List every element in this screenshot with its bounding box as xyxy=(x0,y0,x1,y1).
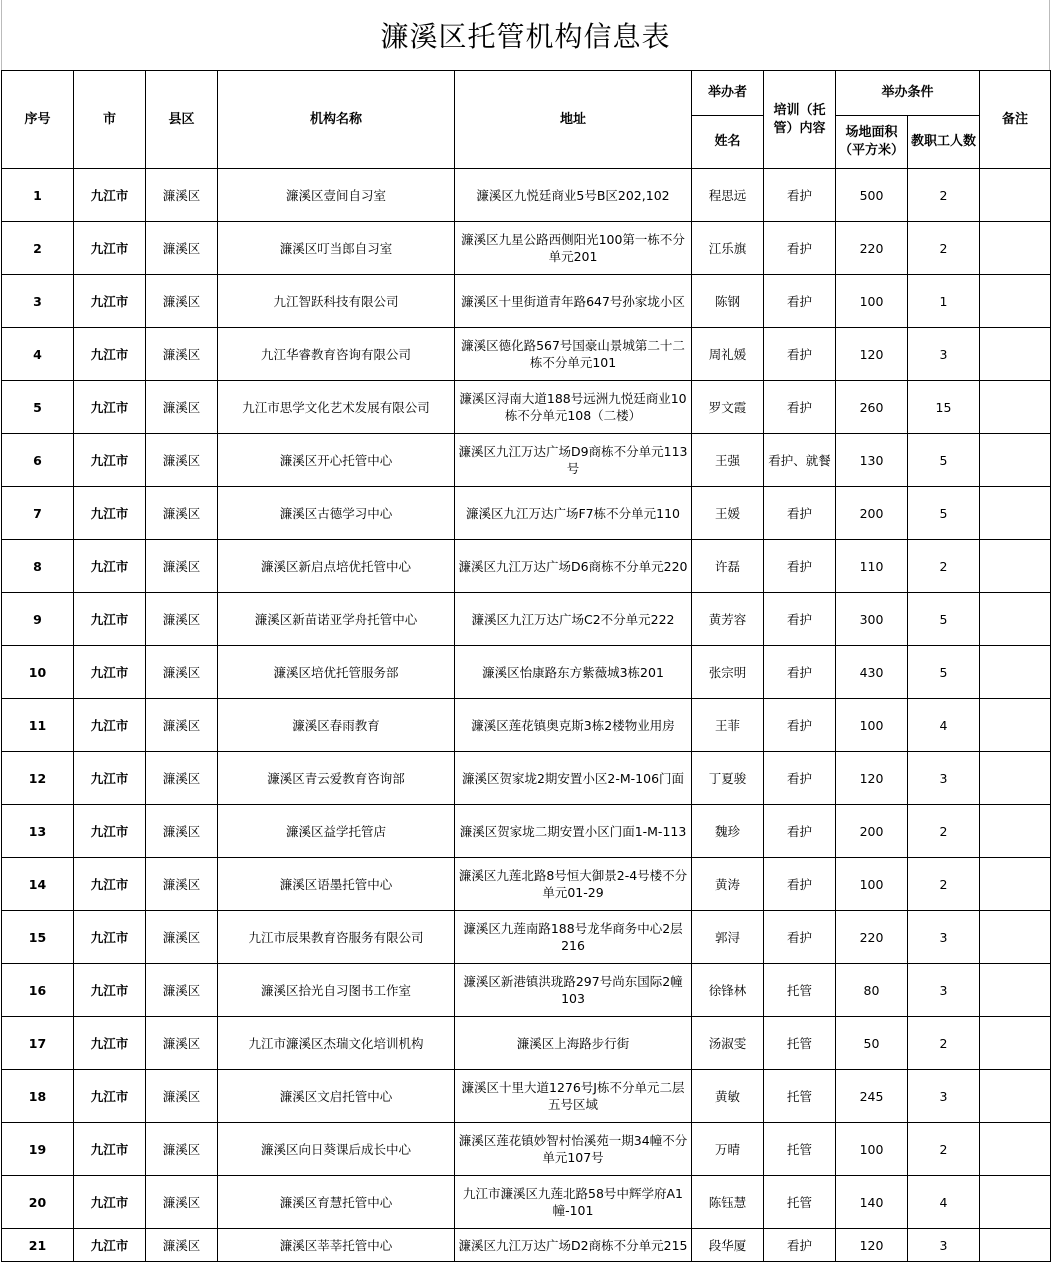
cell-no[interactable]: 15 xyxy=(2,911,74,964)
header-remark[interactable]: 备注 xyxy=(980,71,1051,169)
cell-city[interactable]: 九江市 xyxy=(74,169,146,222)
cell-remark[interactable] xyxy=(980,1229,1051,1262)
cell-county[interactable]: 濂溪区 xyxy=(146,1229,218,1262)
cell-county[interactable]: 濂溪区 xyxy=(146,1070,218,1123)
cell-area[interactable]: 50 xyxy=(836,1017,908,1070)
table-row xyxy=(2,964,1051,1017)
cell-org-name[interactable]: 濂溪区育慧托管中心 xyxy=(218,1176,455,1229)
cell-training-content[interactable]: 看护 xyxy=(764,911,836,964)
cell-remark[interactable] xyxy=(980,1017,1051,1070)
cell-city[interactable]: 九江市 xyxy=(74,275,146,328)
cell-remark[interactable] xyxy=(980,646,1051,699)
cell-remark[interactable] xyxy=(980,487,1051,540)
cell-address[interactable]: 九江市濂溪区九莲北路58号中辉学府A1幢-101 xyxy=(455,1176,692,1229)
table-row xyxy=(2,1017,1051,1070)
cell-remark[interactable] xyxy=(980,434,1051,487)
cell-county[interactable]: 濂溪区 xyxy=(146,805,218,858)
cell-address[interactable]: 濂溪区九星公路西侧阳光100第一栋不分单元201 xyxy=(455,222,692,275)
cell-remark[interactable] xyxy=(980,593,1051,646)
cell-organizer-name[interactable]: 王媛 xyxy=(692,487,764,540)
cell-no[interactable]: 2 xyxy=(2,222,74,275)
cell-area[interactable]: 120 xyxy=(836,752,908,805)
cell-city[interactable]: 九江市 xyxy=(74,911,146,964)
title-cell[interactable] xyxy=(1,0,1050,70)
cell-staff[interactable]: 2 xyxy=(908,1017,980,1070)
cell-organizer-name[interactable]: 许磊 xyxy=(692,540,764,593)
spreadsheet xyxy=(1,0,1050,1258)
cell-area[interactable]: 100 xyxy=(836,1123,908,1176)
cell-training-content[interactable]: 托管 xyxy=(764,964,836,1017)
table-row xyxy=(2,222,1051,275)
cell-address[interactable]: 濂溪区莲花镇妙智村怡溪苑一期34幢不分单元107号 xyxy=(455,1123,692,1176)
cell-area[interactable]: 100 xyxy=(836,699,908,752)
cell-org-name[interactable]: 九江华睿教育咨询有限公司 xyxy=(218,328,455,381)
cell-no[interactable]: 5 xyxy=(2,381,74,434)
cell-org-name[interactable]: 九江市辰果教育咨服务有限公司 xyxy=(218,911,455,964)
cell-county[interactable]: 濂溪区 xyxy=(146,699,218,752)
cell-county[interactable]: 濂溪区 xyxy=(146,1017,218,1070)
cell-area[interactable]: 430 xyxy=(836,646,908,699)
cell-remark[interactable] xyxy=(980,222,1051,275)
cell-staff[interactable]: 2 xyxy=(908,805,980,858)
cell-remark[interactable] xyxy=(980,858,1051,911)
header-county[interactable]: 县区 xyxy=(146,71,218,169)
cell-city[interactable]: 九江市 xyxy=(74,222,146,275)
cell-org-name[interactable]: 濂溪区拾光自习图书工作室 xyxy=(218,964,455,1017)
cell-county[interactable]: 濂溪区 xyxy=(146,169,218,222)
cell-area[interactable]: 130 xyxy=(836,434,908,487)
header-conditions[interactable]: 举办条件 xyxy=(836,71,980,116)
table-row xyxy=(2,169,1051,222)
cell-city[interactable]: 九江市 xyxy=(74,858,146,911)
cell-remark[interactable] xyxy=(980,1123,1051,1176)
cell-county[interactable]: 濂溪区 xyxy=(146,964,218,1017)
cell-city[interactable]: 九江市 xyxy=(74,1070,146,1123)
cell-remark[interactable] xyxy=(980,1176,1051,1229)
cell-staff[interactable]: 2 xyxy=(908,858,980,911)
cell-area[interactable]: 220 xyxy=(836,222,908,275)
cell-org-name[interactable]: 濂溪区新苗诺亚学舟托管中心 xyxy=(218,593,455,646)
cell-remark[interactable] xyxy=(980,964,1051,1017)
cell-area[interactable]: 245 xyxy=(836,1070,908,1123)
cell-training-content[interactable]: 看护 xyxy=(764,1229,836,1262)
cell-training-content[interactable]: 看护 xyxy=(764,169,836,222)
cell-staff[interactable]: 2 xyxy=(908,1123,980,1176)
cell-remark[interactable] xyxy=(980,328,1051,381)
header-area[interactable]: 场地面积（平方米） xyxy=(836,116,908,169)
cell-no[interactable]: 1 xyxy=(2,169,74,222)
cell-org-name[interactable]: 濂溪区春雨教育 xyxy=(218,699,455,752)
cell-training-content[interactable]: 看护 xyxy=(764,699,836,752)
cell-remark[interactable] xyxy=(980,752,1051,805)
cell-area[interactable]: 300 xyxy=(836,593,908,646)
cell-organizer-name[interactable]: 陈钰慧 xyxy=(692,1176,764,1229)
cell-area[interactable]: 100 xyxy=(836,858,908,911)
cell-county[interactable]: 濂溪区 xyxy=(146,858,218,911)
cell-county[interactable]: 濂溪区 xyxy=(146,381,218,434)
cell-organizer-name[interactable]: 周礼媛 xyxy=(692,328,764,381)
cell-area[interactable]: 500 xyxy=(836,169,908,222)
cell-no[interactable]: 3 xyxy=(2,275,74,328)
cell-county[interactable]: 濂溪区 xyxy=(146,540,218,593)
cell-no[interactable]: 8 xyxy=(2,540,74,593)
cell-address[interactable]: 濂溪区莲花镇奥克斯3栋2楼物业用房 xyxy=(455,699,692,752)
cell-remark[interactable] xyxy=(980,540,1051,593)
cell-org-name[interactable]: 濂溪区新启点培优托管中心 xyxy=(218,540,455,593)
cell-no[interactable]: 11 xyxy=(2,699,74,752)
cell-address[interactable]: 濂溪区十里街道青年路647号孙家垅小区 xyxy=(455,275,692,328)
cell-city[interactable]: 九江市 xyxy=(74,540,146,593)
cell-address[interactable]: 濂溪区贺家垅2期安置小区2-M-106门面 xyxy=(455,752,692,805)
cell-area[interactable]: 200 xyxy=(836,805,908,858)
cell-county[interactable]: 濂溪区 xyxy=(146,593,218,646)
cell-city[interactable]: 九江市 xyxy=(74,328,146,381)
table-row xyxy=(2,1070,1051,1123)
cell-county[interactable]: 濂溪区 xyxy=(146,911,218,964)
cell-remark[interactable] xyxy=(980,1070,1051,1123)
cell-remark[interactable] xyxy=(980,805,1051,858)
table-row xyxy=(2,275,1051,328)
cell-county[interactable]: 濂溪区 xyxy=(146,1123,218,1176)
table-row xyxy=(2,328,1051,381)
cell-organizer-name[interactable]: 段华厦 xyxy=(692,1229,764,1262)
cell-city[interactable]: 九江市 xyxy=(74,1017,146,1070)
cell-organizer-name[interactable]: 王强 xyxy=(692,434,764,487)
cell-county[interactable]: 濂溪区 xyxy=(146,1176,218,1229)
cell-org-name[interactable]: 濂溪区古德学习中心 xyxy=(218,487,455,540)
cell-org-name[interactable]: 濂溪区益学托管店 xyxy=(218,805,455,858)
cell-org-name[interactable]: 濂溪区培优托管服务部 xyxy=(218,646,455,699)
cell-org-name[interactable]: 濂溪区壹间自习室 xyxy=(218,169,455,222)
cell-training-content[interactable]: 托管 xyxy=(764,1176,836,1229)
cell-city[interactable]: 九江市 xyxy=(74,964,146,1017)
cell-city[interactable]: 九江市 xyxy=(74,593,146,646)
header-organizer-name[interactable]: 姓名 xyxy=(692,116,764,169)
cell-county[interactable]: 濂溪区 xyxy=(146,487,218,540)
cell-org-name[interactable]: 濂溪区青云爱教育咨询部 xyxy=(218,752,455,805)
header-org-name[interactable]: 机构名称 xyxy=(218,71,455,169)
cell-no[interactable]: 14 xyxy=(2,858,74,911)
info-table xyxy=(1,70,1051,1262)
cell-organizer-name[interactable]: 黄芳容 xyxy=(692,593,764,646)
header-city[interactable]: 市 xyxy=(74,71,146,169)
header-organizer[interactable]: 举办者 xyxy=(692,71,764,116)
cell-org-name[interactable]: 濂溪区开心托管中心 xyxy=(218,434,455,487)
cell-address[interactable]: 濂溪区九江万达广场D9商栋不分单元113号 xyxy=(455,434,692,487)
cell-address[interactable]: 濂溪区十里大道1276号J栋不分单元二层五号区域 xyxy=(455,1070,692,1123)
cell-training-content[interactable]: 看护 xyxy=(764,646,836,699)
cell-area[interactable]: 260 xyxy=(836,381,908,434)
table-row xyxy=(2,699,1051,752)
cell-address[interactable]: 濂溪区九江万达广场D2商栋不分单元215 xyxy=(455,1229,692,1262)
cell-city[interactable]: 九江市 xyxy=(74,381,146,434)
table-row xyxy=(2,646,1051,699)
cell-staff[interactable]: 1 xyxy=(908,275,980,328)
cell-address[interactable]: 濂溪区九江万达广场F7栋不分单元110 xyxy=(455,487,692,540)
header-no[interactable]: 序号 xyxy=(2,71,74,169)
cell-organizer-name[interactable]: 程思远 xyxy=(692,169,764,222)
cell-no[interactable]: 12 xyxy=(2,752,74,805)
cell-no[interactable]: 10 xyxy=(2,646,74,699)
cell-training-content[interactable]: 看护 xyxy=(764,752,836,805)
cell-org-name[interactable]: 濂溪区向日葵课后成长中心 xyxy=(218,1123,455,1176)
cell-organizer-name[interactable]: 江乐旗 xyxy=(692,222,764,275)
cell-organizer-name[interactable]: 魏珍 xyxy=(692,805,764,858)
cell-training-content[interactable]: 看护 xyxy=(764,328,836,381)
table-row xyxy=(2,805,1051,858)
cell-org-name[interactable]: 九江市濂溪区杰瑞文化培训机构 xyxy=(218,1017,455,1070)
cell-area[interactable]: 120 xyxy=(836,1229,908,1262)
cell-organizer-name[interactable]: 黄涛 xyxy=(692,858,764,911)
cell-address[interactable]: 濂溪区德化路567号国豪山景城第二十二栋不分单元101 xyxy=(455,328,692,381)
cell-area[interactable]: 110 xyxy=(836,540,908,593)
cell-staff[interactable]: 2 xyxy=(908,222,980,275)
table-row xyxy=(2,381,1051,434)
cell-organizer-name[interactable]: 黄敏 xyxy=(692,1070,764,1123)
cell-address[interactable]: 濂溪区上海路步行街 xyxy=(455,1017,692,1070)
cell-org-name[interactable]: 濂溪区文启托管中心 xyxy=(218,1070,455,1123)
cell-organizer-name[interactable]: 张宗明 xyxy=(692,646,764,699)
cell-area[interactable]: 100 xyxy=(836,275,908,328)
cell-address[interactable]: 濂溪区九莲北路8号恒大御景2-4号楼不分单元01-29 xyxy=(455,858,692,911)
table-row xyxy=(2,540,1051,593)
cell-address[interactable]: 濂溪区贺家垅二期安置小区门面1-M-113 xyxy=(455,805,692,858)
cell-no[interactable]: 9 xyxy=(2,593,74,646)
cell-remark[interactable] xyxy=(980,169,1051,222)
cell-no[interactable]: 16 xyxy=(2,964,74,1017)
cell-address[interactable]: 濂溪区浔南大道188号远洲九悦廷商业10栋不分单元108（二楼） xyxy=(455,381,692,434)
cell-address[interactable]: 濂溪区九江万达广场D6商栋不分单元220 xyxy=(455,540,692,593)
table-title: 濂溪区托管机构信息表 xyxy=(380,20,671,53)
table-row xyxy=(2,858,1051,911)
table-row xyxy=(2,1176,1051,1229)
cell-no[interactable]: 4 xyxy=(2,328,74,381)
cell-organizer-name[interactable]: 丁夏骏 xyxy=(692,752,764,805)
cell-city[interactable]: 九江市 xyxy=(74,752,146,805)
cell-organizer-name[interactable]: 郭浔 xyxy=(692,911,764,964)
cell-staff[interactable]: 3 xyxy=(908,1229,980,1262)
header-staff[interactable]: 教职工人数 xyxy=(908,116,980,169)
cell-county[interactable]: 濂溪区 xyxy=(146,275,218,328)
cell-no[interactable]: 21 xyxy=(2,1229,74,1262)
cell-staff[interactable]: 2 xyxy=(908,540,980,593)
cell-staff[interactable]: 5 xyxy=(908,593,980,646)
cell-city[interactable]: 九江市 xyxy=(74,434,146,487)
cell-training-content[interactable]: 托管 xyxy=(764,1123,836,1176)
cell-staff[interactable]: 3 xyxy=(908,752,980,805)
cell-staff[interactable]: 3 xyxy=(908,964,980,1017)
cell-organizer-name[interactable]: 王菲 xyxy=(692,699,764,752)
cell-city[interactable]: 九江市 xyxy=(74,1229,146,1262)
cell-address[interactable]: 濂溪区新港镇洪珑路297号尚东国际2幢103 xyxy=(455,964,692,1017)
cell-remark[interactable] xyxy=(980,381,1051,434)
cell-city[interactable]: 九江市 xyxy=(74,1123,146,1176)
table-row xyxy=(2,593,1051,646)
cell-county[interactable]: 濂溪区 xyxy=(146,222,218,275)
cell-staff[interactable]: 5 xyxy=(908,646,980,699)
cell-organizer-name[interactable]: 罗文霞 xyxy=(692,381,764,434)
cell-training-content[interactable]: 托管 xyxy=(764,1070,836,1123)
cell-no[interactable]: 6 xyxy=(2,434,74,487)
cell-area[interactable]: 80 xyxy=(836,964,908,1017)
cell-training-content[interactable]: 看护、就餐 xyxy=(764,434,836,487)
cell-remark[interactable] xyxy=(980,275,1051,328)
cell-staff[interactable]: 3 xyxy=(908,328,980,381)
cell-staff[interactable]: 2 xyxy=(908,169,980,222)
cell-training-content[interactable]: 看护 xyxy=(764,487,836,540)
cell-staff[interactable]: 3 xyxy=(908,911,980,964)
cell-staff[interactable]: 3 xyxy=(908,1070,980,1123)
cell-training-content[interactable]: 看护 xyxy=(764,805,836,858)
cell-org-name[interactable]: 濂溪区莘莘托管中心 xyxy=(218,1229,455,1262)
cell-staff[interactable]: 4 xyxy=(908,699,980,752)
cell-address[interactable]: 濂溪区怡康路东方紫薇城3栋201 xyxy=(455,646,692,699)
table-body xyxy=(2,169,1051,1262)
table-row xyxy=(2,434,1051,487)
cell-no[interactable]: 7 xyxy=(2,487,74,540)
cell-county[interactable]: 濂溪区 xyxy=(146,434,218,487)
cell-city[interactable]: 九江市 xyxy=(74,805,146,858)
cell-address[interactable]: 濂溪区九莲南路188号龙华商务中心2层216 xyxy=(455,911,692,964)
cell-area[interactable]: 140 xyxy=(836,1176,908,1229)
header-training-content[interactable]: 培训（托管）内容 xyxy=(764,71,836,169)
cell-organizer-name[interactable]: 徐锋林 xyxy=(692,964,764,1017)
cell-remark[interactable] xyxy=(980,699,1051,752)
cell-staff[interactable]: 5 xyxy=(908,434,980,487)
cell-county[interactable]: 濂溪区 xyxy=(146,752,218,805)
cell-training-content[interactable]: 托管 xyxy=(764,1017,836,1070)
cell-remark[interactable] xyxy=(980,911,1051,964)
cell-address[interactable]: 濂溪区九悦廷商业5号B区202,102 xyxy=(455,169,692,222)
cell-org-name[interactable]: 濂溪区叮当郎自习室 xyxy=(218,222,455,275)
cell-county[interactable]: 濂溪区 xyxy=(146,328,218,381)
cell-training-content[interactable]: 看护 xyxy=(764,540,836,593)
cell-area[interactable]: 220 xyxy=(836,911,908,964)
cell-org-name[interactable]: 濂溪区语墨托管中心 xyxy=(218,858,455,911)
cell-training-content[interactable]: 看护 xyxy=(764,381,836,434)
table-row xyxy=(2,752,1051,805)
cell-training-content[interactable]: 看护 xyxy=(764,858,836,911)
cell-area[interactable]: 200 xyxy=(836,487,908,540)
table-row xyxy=(2,911,1051,964)
cell-city[interactable]: 九江市 xyxy=(74,487,146,540)
cell-organizer-name[interactable]: 陈钢 xyxy=(692,275,764,328)
cell-training-content[interactable]: 看护 xyxy=(764,275,836,328)
table-row xyxy=(2,1229,1051,1262)
cell-organizer-name[interactable]: 汤淑雯 xyxy=(692,1017,764,1070)
cell-org-name[interactable]: 九江市思学文化艺术发展有限公司 xyxy=(218,381,455,434)
cell-city[interactable]: 九江市 xyxy=(74,1176,146,1229)
table-row xyxy=(2,487,1051,540)
cell-city[interactable]: 九江市 xyxy=(74,699,146,752)
cell-training-content[interactable]: 看护 xyxy=(764,222,836,275)
cell-training-content[interactable]: 看护 xyxy=(764,593,836,646)
cell-no[interactable]: 17 xyxy=(2,1017,74,1070)
cell-org-name[interactable]: 九江智跃科技有限公司 xyxy=(218,275,455,328)
cell-staff[interactable]: 5 xyxy=(908,487,980,540)
cell-staff[interactable]: 4 xyxy=(908,1176,980,1229)
cell-no[interactable]: 20 xyxy=(2,1176,74,1229)
cell-no[interactable]: 19 xyxy=(2,1123,74,1176)
table-row xyxy=(2,1123,1051,1176)
cell-staff[interactable]: 15 xyxy=(908,381,980,434)
header-address[interactable]: 地址 xyxy=(455,71,692,169)
cell-county[interactable]: 濂溪区 xyxy=(146,646,218,699)
cell-city[interactable]: 九江市 xyxy=(74,646,146,699)
cell-address[interactable]: 濂溪区九江万达广场C2不分单元222 xyxy=(455,593,692,646)
cell-no[interactable]: 13 xyxy=(2,805,74,858)
cell-organizer-name[interactable]: 万晴 xyxy=(692,1123,764,1176)
cell-area[interactable]: 120 xyxy=(836,328,908,381)
cell-no[interactable]: 18 xyxy=(2,1070,74,1123)
